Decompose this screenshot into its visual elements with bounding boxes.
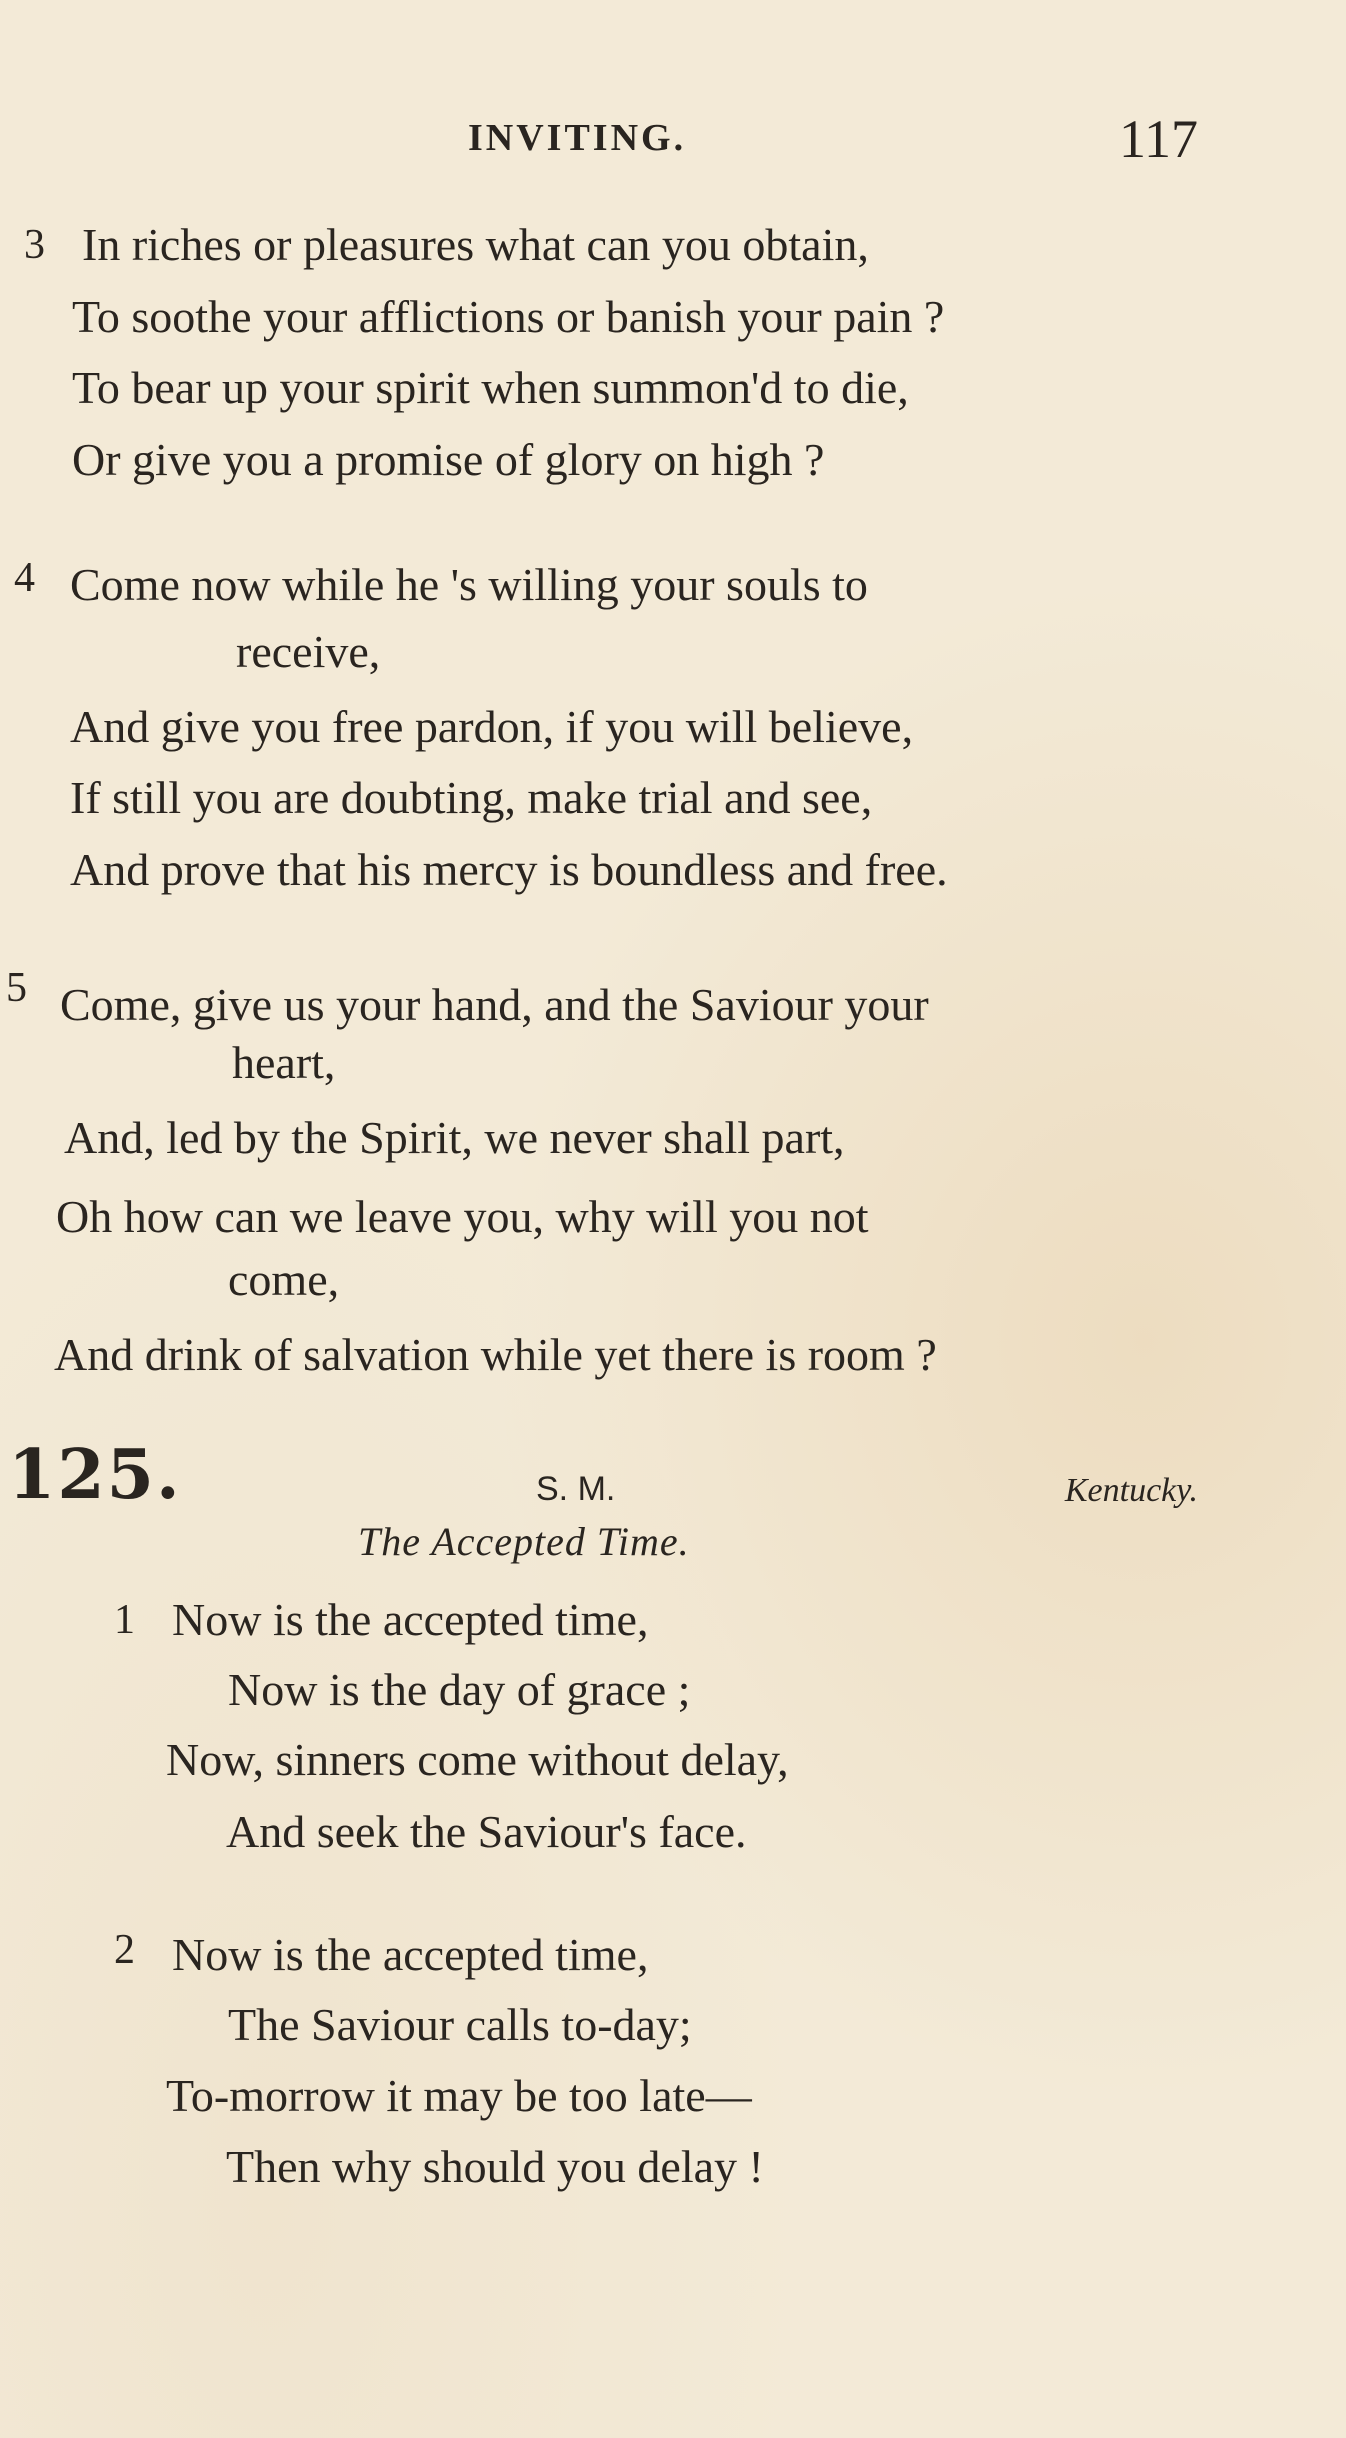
- verse-line: In riches or pleasures what can you obtain,: [82, 219, 869, 270]
- verse-line: Now, sinners come without delay,: [166, 1734, 789, 1785]
- verse-line: Now is the accepted time,: [172, 1929, 649, 1980]
- stanza-number: 1: [114, 1597, 135, 1643]
- verse-line: And drink of salvation while yet there is room ?: [54, 1329, 937, 1380]
- verse-line: heart,: [232, 1037, 336, 1088]
- verse-line: To soothe your afflictions or banish your pain ?: [72, 291, 945, 342]
- hymn-meter: S. M.: [536, 1470, 616, 1508]
- verse-line: And prove that his mercy is boundless and free.: [70, 844, 948, 895]
- verse-line: To-morrow it may be too late—: [166, 2070, 752, 2121]
- verse-line: And give you free pardon, if you will believe,: [70, 701, 914, 752]
- stanza-number: 3: [24, 222, 45, 268]
- verse-line: Or give you a promise of glory on high ?: [72, 434, 825, 485]
- verse-line: And, led by the Spirit, we never shall part,: [64, 1112, 845, 1163]
- verse-line: come,: [228, 1254, 340, 1305]
- verse-line: receive,: [236, 626, 381, 677]
- hymn-number: 125.: [8, 1435, 182, 1515]
- verse-line: Come now while he 's willing your souls to: [70, 559, 868, 610]
- verse-line: If still you are doubting, make trial and see,: [70, 772, 873, 823]
- stanza-number: 5: [6, 965, 27, 1011]
- hymn-title: The Accepted Time.: [358, 1519, 690, 1564]
- stanza-number: 2: [114, 1927, 135, 1973]
- verse-line: The Saviour calls to-day;: [228, 1999, 692, 2050]
- verse-line: And seek the Saviour's face.: [226, 1806, 747, 1857]
- verse-line: Then why should you delay !: [226, 2141, 764, 2192]
- hymn-tune: Kentucky.: [1064, 1472, 1198, 1509]
- page-number: 117: [1119, 109, 1198, 169]
- page-header: [0, 108, 1346, 168]
- verse-line: Oh how can we leave you, why will you not: [56, 1191, 869, 1242]
- verse-line: Come, give us your hand, and the Saviour your: [60, 979, 929, 1030]
- verse-line: To bear up your spirit when summon'd to die,: [72, 362, 909, 413]
- running-head: INVITING.: [468, 117, 687, 159]
- stanza-number: 4: [14, 555, 35, 601]
- verse-line: Now is the day of grace ;: [228, 1664, 691, 1715]
- verse-line: Now is the accepted time,: [172, 1594, 649, 1645]
